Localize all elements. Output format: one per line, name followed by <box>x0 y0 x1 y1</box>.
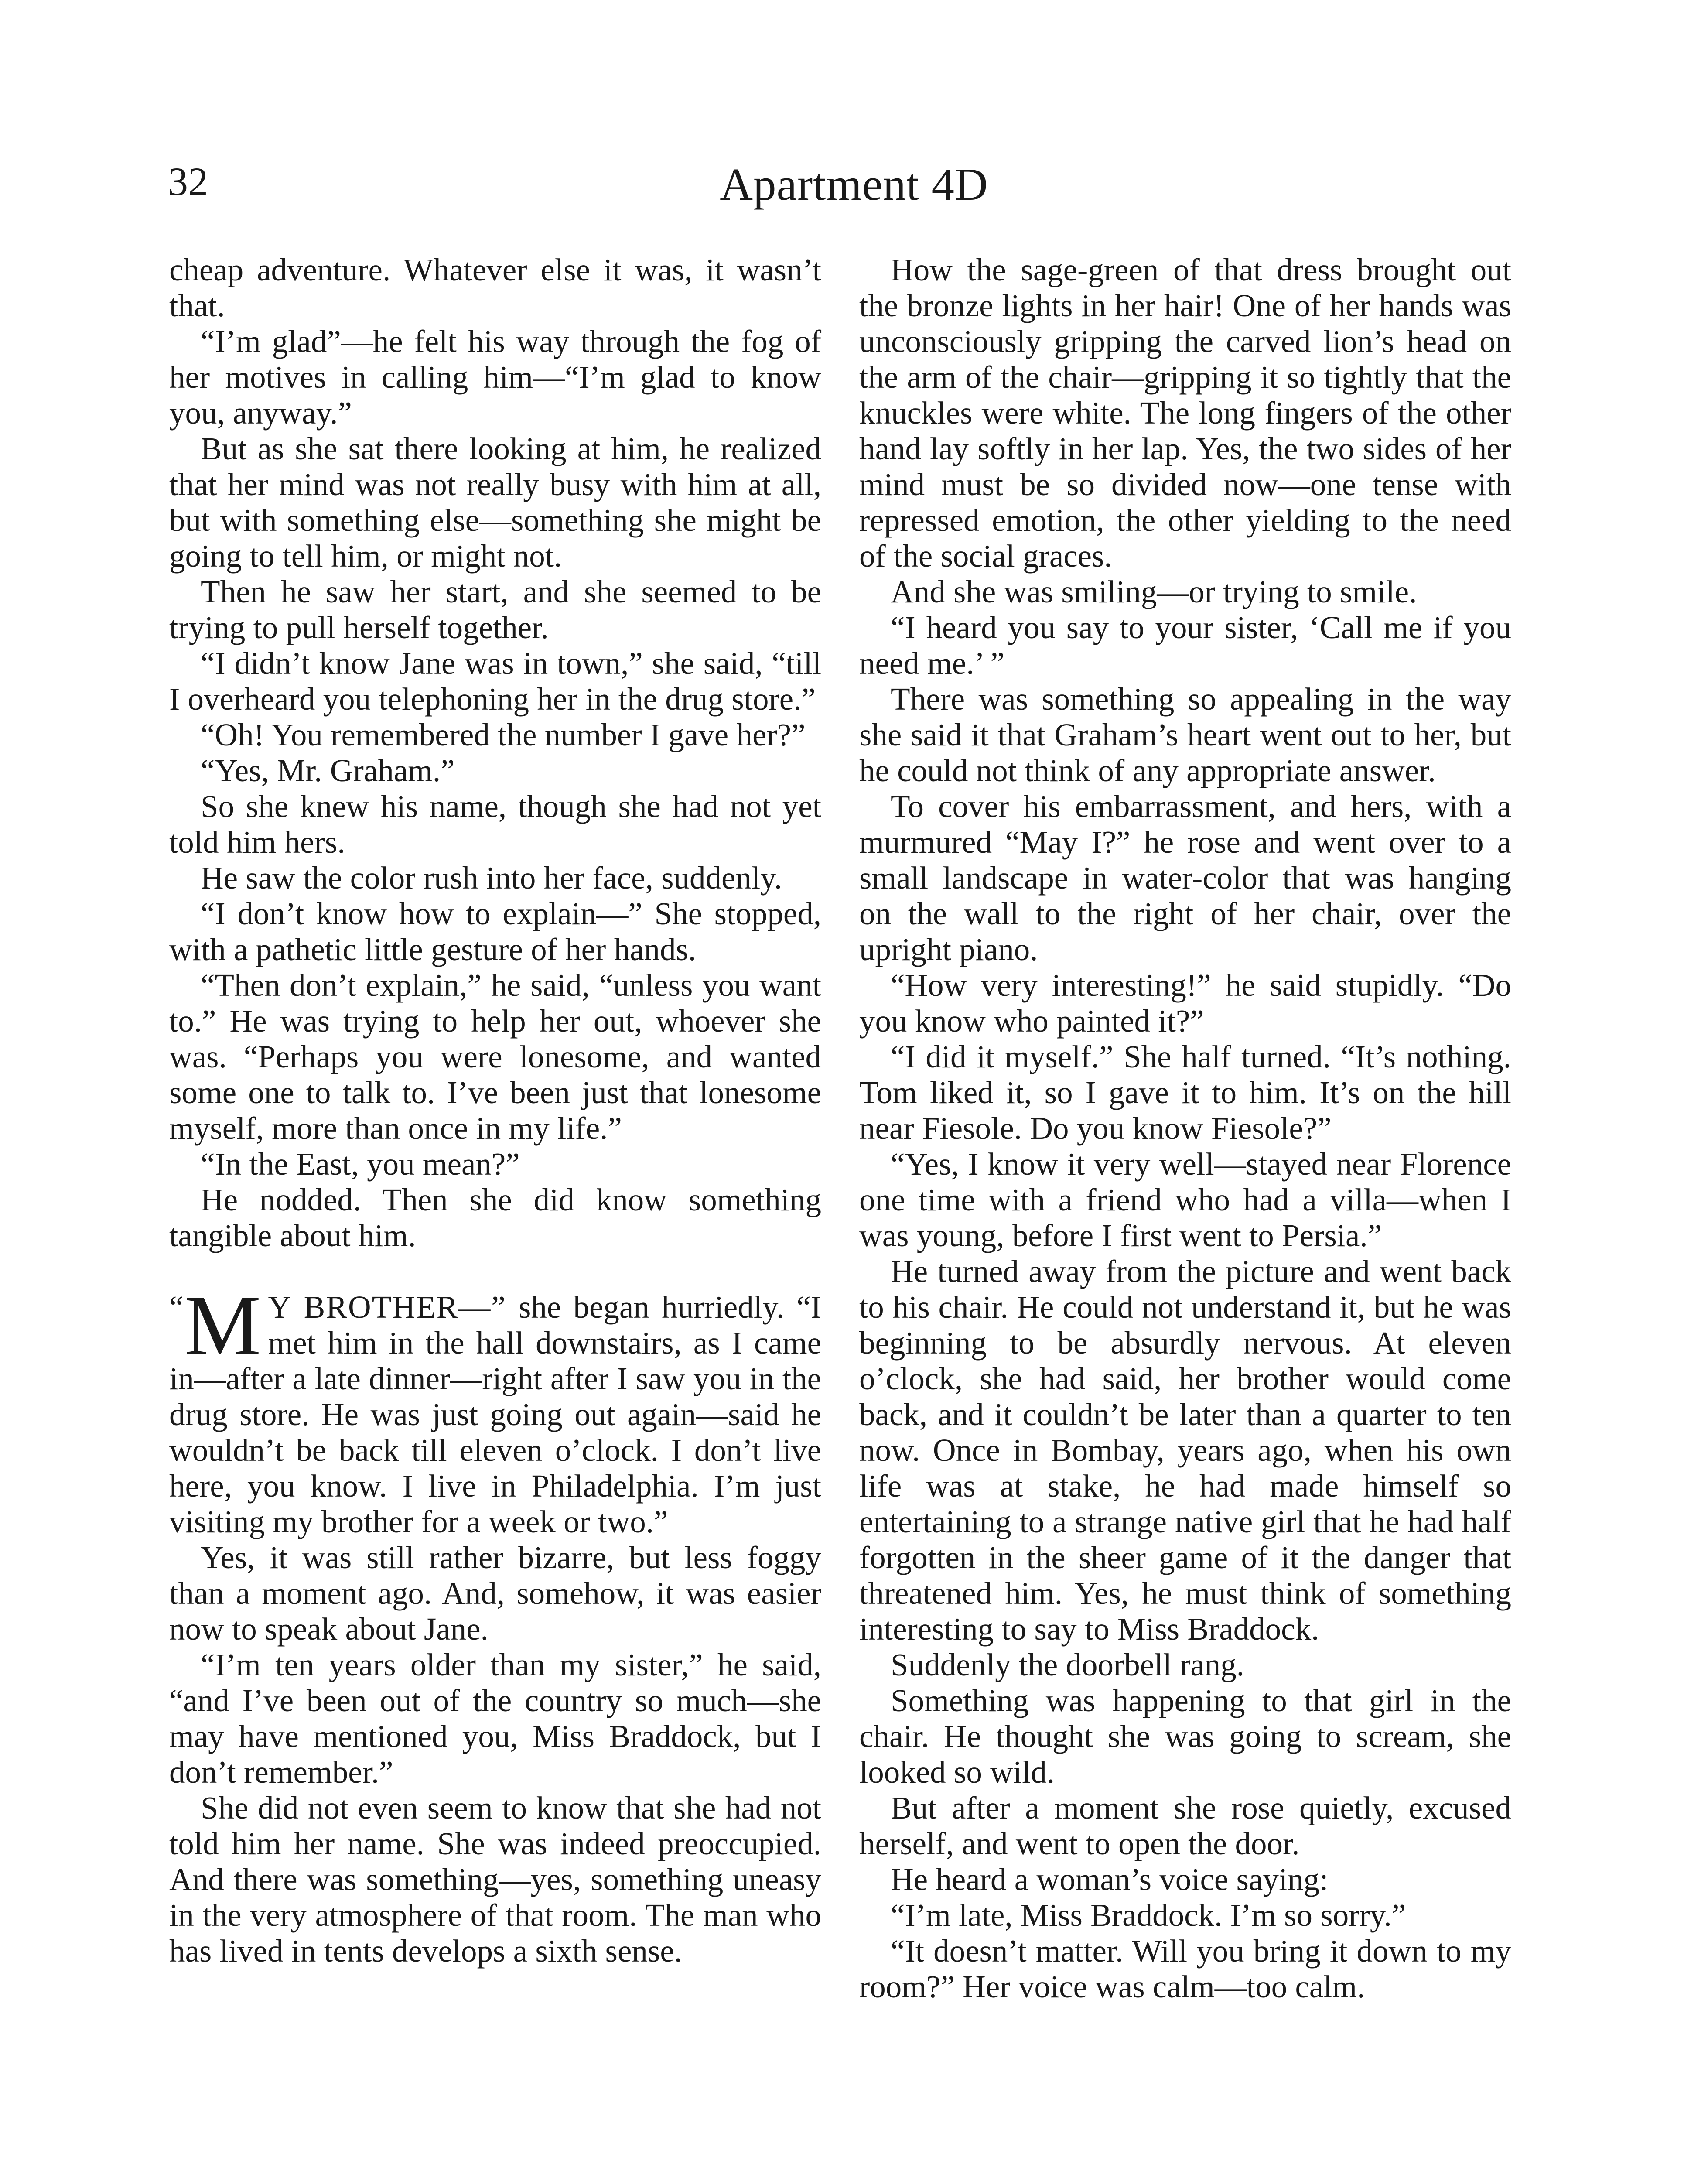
paragraph: He turned away from the picture and went back to his chair. He could not understand it, but he was beginning to be absurdly nervous. At eleven o’clock, she had said, her brother would come back, and it couldn’t be later than a quarter to ten now. Once in Bombay, years ago, when his own life was at stake, he had made himself so entertaining to a strange native girl that he had half forgotten in the sheer game of it the danger that threatened him. Yes, he must think of something interesting to say to Miss Braddock. <box>859 1254 1511 1647</box>
paragraph: “Then don’t explain,” he said, “unless you want to.” He was trying to help her out, whoever she was. “Perhaps you were lonesome, and wanted some one to talk to. I’ve been just that lonesome myself, more than once in my life.” <box>169 967 821 1146</box>
page-number: 32 <box>168 159 208 204</box>
dropcap-letter: M <box>184 1278 261 1373</box>
paragraph: Then he saw her start, and she seemed to be trying to pull herself together. <box>169 574 821 645</box>
paragraph: He heard a woman’s voice saying: <box>891 1862 1329 1897</box>
paragraph: He saw the color rush into her face, suddenly. <box>201 860 782 896</box>
paragraph: How the sage-green of that dress brought out the bronze lights in her hair! One of her hands was unconsciously gripping the carved lion’s head on the arm of the chair—gripping it so tightly that the knuckles were white. The long fingers of the other hand lay softly in her lap. Yes, the two sides of her mind must be so divided now—one tense with repressed emotion, the other yielding to the need of the social graces. <box>859 252 1511 574</box>
left-column <box>169 252 821 1969</box>
paragraph: “I’m late, Miss Braddock. I’m so sorry.” <box>891 1897 1406 1933</box>
paragraph: Something was happening to that girl in the chair. He thought she was going to scream, she looked so wild. <box>859 1683 1511 1790</box>
paragraph: “I did it myself.” She half turned. “It’s nothing. Tom liked it, so I gave it to him. It’s on the hill near Fiesole. Do you know Fiesole?” <box>859 1039 1511 1146</box>
paragraph: “I heard you say to your sister, ‘Call me if you need me.’ ” <box>859 610 1511 681</box>
dropcap-paragraph <box>169 1278 821 1540</box>
paragraph: “Yes, Mr. Graham.” <box>201 753 455 788</box>
paragraph: But after a moment she rose quietly, excused herself, and went to open the door. <box>859 1790 1511 1861</box>
paragraph: “I don’t know how to explain—” She stopped, with a pathetic little gesture of her hands. <box>169 896 821 967</box>
paragraph: He nodded. Then she did know something tangible about him. <box>169 1182 821 1253</box>
paragraph: And she was smiling—or trying to smile. <box>891 574 1417 609</box>
paragraph: “Yes, I know it very well—stayed near Florence one time with a friend who had a villa—when I was young, before I first went to Persia.” <box>859 1146 1511 1253</box>
paragraph: Suddenly the doorbell rang. <box>891 1647 1244 1682</box>
paragraph: She did not even seem to know that she had not told him her name. She was indeed preoccupied. And there was something—yes, something uneasy in the very atmosphere of that room. The man who has lived in tents develops a sixth sense. <box>169 1790 821 1969</box>
paragraph: Yes, it was still rather bizarre, but less foggy than a moment ago. And, somehow, it was easier now to speak about Jane. <box>169 1540 821 1647</box>
paragraph: There was something so appealing in the way she said it that Graham’s heart went out to her, but he could not think of any appropriate answer. <box>859 681 1511 788</box>
paragraph: But as she sat there looking at him, he realized that her mind was not really busy with him at all, but with something else—something she might be going to tell him, or might not. <box>169 431 821 574</box>
paragraph: “I’m glad”—he felt his way through the fog of her motives in calling him—“I’m glad to know you, anyway.” <box>169 324 821 431</box>
dropcap-smallcaps: Y BROTHER—” <box>268 1289 506 1325</box>
paragraph: cheap adventure. Whatever else it was, it wasn’t that. <box>169 252 821 323</box>
paragraph: “In the East, you mean?” <box>201 1146 520 1182</box>
paragraph: So she knew his name, though she had not yet told him hers. <box>169 789 821 860</box>
running-title: Apartment 4D <box>720 159 988 210</box>
dropcap-rest: she began hurriedly. “I met him in the hall downstairs, as I came in—after a late dinner—right after I saw you in the drug store. He was just going out again—said he wouldn’t be back till eleven o’clock. I don’t live here, you know. I live in Philadelphia. I’m just visiting my brother for a week or two.” <box>169 1289 821 1539</box>
dropcap-quote: “ <box>169 1289 184 1325</box>
section-break <box>169 1254 821 1289</box>
paragraph: “It doesn’t matter. Will you bring it down to my room?” Her voice was calm—too calm. <box>859 1933 1511 2004</box>
paragraph: “I’m ten years older than my sister,” he said, “and I’ve been out of the country so much—she may have mentioned you, Miss Braddock, but I don’t remember.” <box>169 1647 821 1790</box>
paragraph: To cover his embarrassment, and hers, with a murmured “May I?” he rose and went over to a small landscape in water-color that was hanging on the wall to the right of her chair, over the upright piano. <box>859 789 1511 967</box>
right-column <box>859 252 1511 2005</box>
paragraph: “Oh! You remembered the number I gave her?” <box>201 717 806 752</box>
paragraph: “I didn’t know Jane was in town,” she said, “till I overheard you telephoning her in the drug store.” <box>169 646 821 717</box>
paragraph: “How very interesting!” he said stupidly. “Do you know who painted it?” <box>859 967 1511 1039</box>
